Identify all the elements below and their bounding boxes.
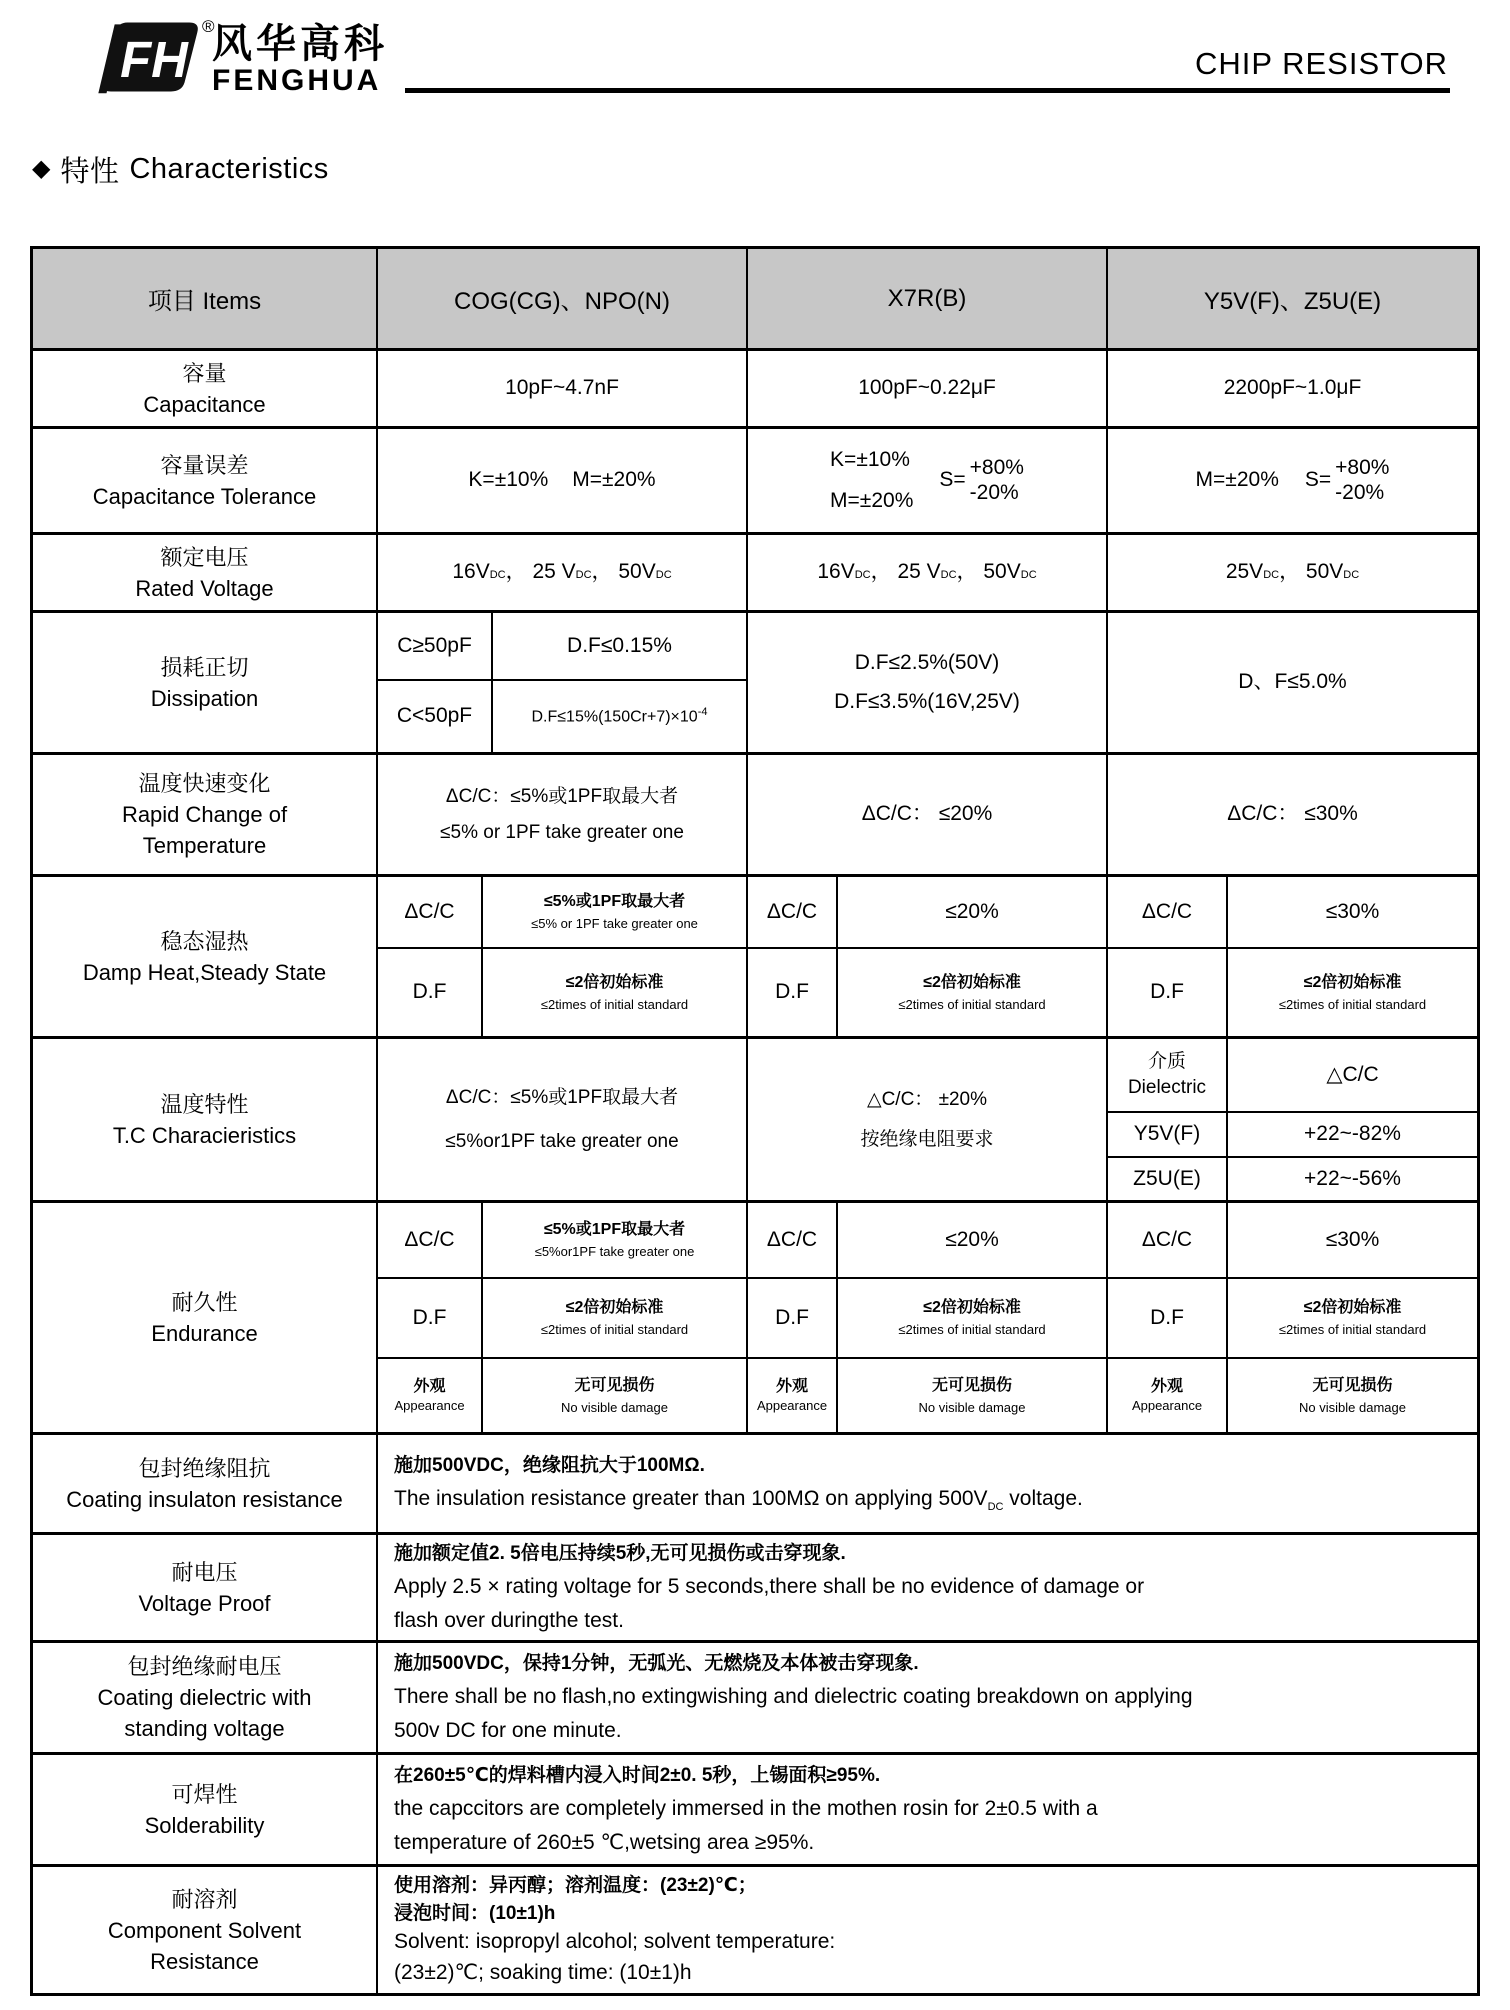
item-label-tc: 温度特性 T.C Characieristics xyxy=(33,1039,378,1200)
col-header-items: 项目 Items xyxy=(33,249,378,348)
endurance-cog-dcc-label: ΔC/C xyxy=(378,1203,483,1277)
endurance-y5v-df-label: D.F xyxy=(1108,1279,1228,1357)
dissipation-x7r-value: D.F≤2.5%(50V) D.F≤3.5%(16V,25V) xyxy=(748,613,1108,752)
tolerance-y5v-value: M=±20% S= +80% -20% xyxy=(1195,456,1390,504)
row-coating-insulation-resistance xyxy=(33,1435,1477,1535)
endurance-cog-df-label: D.F xyxy=(378,1279,483,1357)
tc-z5ue-value: +22~-56% xyxy=(1304,1166,1401,1190)
registered-mark: ® xyxy=(202,17,215,36)
tolerance-x7r-value: K=±10% M=±20% S= +80% -20% xyxy=(748,429,1108,532)
doc-type-title: CHIP RESISTOR xyxy=(1194,46,1448,81)
tc-cog-value: ΔC/C：≤5%或1PF取最大者 ≤5%or1PF take greater one xyxy=(378,1039,748,1200)
endurance-cog-appearance-value: 无可见损伤 No visible damage xyxy=(561,1376,668,1415)
damp-heat-cog-df-label: D.F xyxy=(378,949,483,1036)
row-damp-heat xyxy=(33,877,1477,1039)
endurance-x7r-dcc-label: ΔC/C xyxy=(748,1203,838,1277)
item-label-voltage-proof: 耐电压 Voltage Proof xyxy=(33,1535,378,1640)
item-label-capacitance: 容量 Capacitance xyxy=(33,351,378,426)
col-header-cog: COG(CG)、NPO(N) xyxy=(378,249,748,348)
endurance-x7r-dcc-value: ≤20% xyxy=(945,1227,999,1251)
item-label-damp-heat: 稳态湿热 Damp Heat,Steady State xyxy=(33,877,378,1036)
damp-heat-cog-dcc-label: ΔC/C xyxy=(378,877,483,947)
coating-dielectric-text: 施加500VDC，保持1分钟，无弧光、无燃烧及本体被击穿现象. There shall be no flash,no extingwishing and dielectric coating breakdown on applying 500v DC for one minute. xyxy=(394,1652,1193,1742)
damp-heat-x7r-group xyxy=(748,877,1108,1036)
row-rated-voltage xyxy=(33,535,1477,613)
item-label-rapid-change: 温度快速变化 Rapid Change of Temperature xyxy=(33,755,378,874)
endurance-y5v-group xyxy=(1108,1203,1477,1432)
fenghua-logo-icon xyxy=(82,20,200,94)
dissipation-y5v-value: D、F≤5.0% xyxy=(1238,670,1347,694)
endurance-cog-group xyxy=(378,1203,748,1432)
capacitance-y5v-value: 2200pF~1.0μF xyxy=(1223,376,1362,400)
solvent-resistance-text: 使用溶剂：异丙醇；溶剂温度：(23±2)℃； 浸泡时间：(10±1)h Solvent: isopropyl alcohol; solvent temperature: (23±2)℃; soaking time: (10±1)h xyxy=(394,1875,836,1984)
voltage-proof-text: 施加额定值2. 5倍电压持续5秒,无可见损伤或击穿现象. Apply 2.5 × rating voltage for 5 seconds,there shall be no evidence of damage or flash over duringthe test. xyxy=(394,1542,1145,1632)
diamond-bullet-icon: ◆ xyxy=(32,155,51,182)
damp-heat-y5v-df-value: ≤2倍初始标准 ≤2times of initial standard xyxy=(1278,973,1427,1012)
damp-heat-cog-dcc-value: ≤5%或1PF取最大者 ≤5% or 1PF take greater one xyxy=(531,893,698,932)
item-label-tolerance: 容量误差 Capacitance Tolerance xyxy=(33,429,378,532)
header-divider xyxy=(405,88,1450,93)
table-header-row xyxy=(33,249,1477,351)
capacitance-cog-value: 10pF~4.7nF xyxy=(378,351,748,426)
endurance-x7r-group xyxy=(748,1203,1108,1432)
brand-block xyxy=(212,24,388,96)
endurance-y5v-appearance-value: 无可见损伤 No visible damage xyxy=(1299,1376,1406,1415)
tc-dielectric-header: 介质 Dielectric xyxy=(1108,1039,1228,1111)
tc-y5vf-value: +22~-82% xyxy=(1304,1122,1401,1146)
damp-heat-y5v-group xyxy=(1108,877,1477,1036)
endurance-x7r-df-label: D.F xyxy=(748,1279,838,1357)
fenghua-logo xyxy=(82,17,215,94)
rapid-change-cog-value: ΔC/C：≤5%或1PF取最大者 ≤5% or 1PF take greater one xyxy=(378,755,748,874)
item-label-dissipation: 损耗正切 Dissipation xyxy=(33,613,378,752)
dissipation-cog-cond2: C<50pF xyxy=(378,681,493,752)
section-title-en: Characteristics xyxy=(129,152,329,185)
item-label-endurance: 耐久性 Endurance xyxy=(33,1203,378,1432)
damp-heat-x7r-df-value: ≤2倍初始标准 ≤2times of initial standard xyxy=(898,973,1046,1012)
brand-name-cn: 风华高科 xyxy=(212,22,388,66)
endurance-x7r-appearance-value: 无可见损伤 No visible damage xyxy=(918,1376,1026,1415)
item-label-coating-dielectric: 包封绝缘耐电压 Coating dielectric with standing voltage xyxy=(33,1643,378,1752)
dissipation-cog-group xyxy=(378,613,748,752)
endurance-x7r-appearance-label: 外观 Appearance xyxy=(748,1359,838,1432)
rapid-change-y5v-value: ΔC/C： ≤30% xyxy=(1227,802,1358,826)
damp-heat-cog-df-value: ≤2倍初始标准 ≤2times of initial standard xyxy=(540,973,689,1012)
row-capacitance xyxy=(33,351,1477,429)
row-rapid-change-temperature xyxy=(33,755,1477,877)
row-capacitance-tolerance xyxy=(33,429,1477,535)
damp-heat-y5v-dcc-value: ≤30% xyxy=(1325,899,1380,923)
rated-voltage-x7r-value: 16V DC ， 25 V DC ， 50V DC xyxy=(748,535,1108,610)
col-header-y5v: Y5V(F)、Z5U(E) xyxy=(1203,288,1382,315)
damp-heat-y5v-dcc-label: ΔC/C xyxy=(1108,877,1228,947)
col-header-x7r: X7R(B) xyxy=(748,249,1108,348)
row-endurance xyxy=(33,1203,1477,1435)
endurance-y5v-appearance-label: 外观 Appearance xyxy=(1108,1359,1228,1432)
rapid-change-x7r-value: ΔC/C： ≤20% xyxy=(748,755,1108,874)
tolerance-cog-value: K=±10% M=±20% xyxy=(378,429,748,532)
item-label-solvent-resistance: 耐溶剂 Component Solvent Resistance xyxy=(33,1867,378,1993)
endurance-x7r-df-value: ≤2倍初始标准 ≤2times of initial standard xyxy=(898,1299,1046,1338)
brand-name-en: FENGHUA xyxy=(212,64,382,97)
item-label-coating-insulation: 包封绝缘阻抗 Coating insulaton resistance xyxy=(33,1435,378,1532)
row-solvent-resistance xyxy=(33,1867,1477,1993)
row-tc-characteristics xyxy=(33,1039,1477,1203)
item-label-solderability: 可焊性 Solderability xyxy=(33,1755,378,1864)
page-header xyxy=(0,0,1510,118)
dissipation-cog-value1: D.F≤0.15% xyxy=(567,633,672,657)
damp-heat-x7r-dcc-value: ≤20% xyxy=(945,899,999,923)
endurance-y5v-dcc-label: ΔC/C xyxy=(1108,1203,1228,1277)
endurance-cog-df-value: ≤2倍初始标准 ≤2times of initial standard xyxy=(540,1299,689,1338)
coating-insulation-text: 施加500VDC，绝缘阻抗大于100MΩ. The insulation resistance greater than 100MΩ on applying $500V_{DC}$ voltage. xyxy=(394,1454,1083,1514)
row-solderability xyxy=(33,1755,1477,1867)
svg-text:FH: FH xyxy=(120,30,188,88)
solderability-text: 在260±5℃的焊料槽内浸入时间2±0. 5秒，上锡面积≥95%. the capccitors are completely immersed in the mothen rosin for 2±0.5 with a temperature of 260±5 ℃,wetsing area ≥95%. xyxy=(394,1764,1098,1854)
damp-heat-x7r-df-label: D.F xyxy=(748,949,838,1036)
capacitance-x7r-value: 100pF~0.22μF xyxy=(748,351,1108,426)
item-label-rated-voltage: 额定电压 Rated Voltage xyxy=(33,535,378,610)
row-coating-dielectric xyxy=(33,1643,1477,1755)
rated-voltage-y5v-value: 25V DC ， 50V DC xyxy=(1225,560,1360,584)
tc-z5ue-label: Z5U(E) xyxy=(1108,1158,1228,1200)
row-voltage-proof xyxy=(33,1535,1477,1643)
tc-dcc-header: △C/C xyxy=(1326,1062,1379,1086)
damp-heat-x7r-dcc-label: ΔC/C xyxy=(748,877,838,947)
damp-heat-y5v-df-label: D.F xyxy=(1108,949,1228,1036)
tc-y5vf-label: Y5V(F) xyxy=(1108,1113,1228,1156)
tc-y5v-group xyxy=(1108,1039,1477,1200)
dissipation-cog-value2: $D.F\le 15\%(150Cr+7)\times 10^{-4}$ xyxy=(531,706,708,726)
section-title-cn: 特性 xyxy=(60,155,120,188)
section-title xyxy=(32,148,1510,190)
damp-heat-cog-group xyxy=(378,877,748,1036)
endurance-y5v-dcc-value: ≤30% xyxy=(1325,1227,1380,1251)
endurance-y5v-df-value: ≤2倍初始标准 ≤2times of initial standard xyxy=(1278,1299,1427,1338)
dissipation-cog-cond1: C≥50pF xyxy=(378,613,493,679)
row-dissipation xyxy=(33,613,1477,755)
rated-voltage-cog-value: 16V DC ， 25 V DC ， 50V DC xyxy=(378,535,748,610)
endurance-cog-appearance-label: 外观 Appearance xyxy=(378,1359,483,1432)
characteristics-table xyxy=(30,246,1480,1996)
tc-x7r-value: △C/C： ±20% 按绝缘电阻要求 xyxy=(748,1039,1108,1200)
endurance-cog-dcc-value: ≤5%或1PF取最大者 ≤5%or1PF take greater one xyxy=(534,1221,695,1260)
